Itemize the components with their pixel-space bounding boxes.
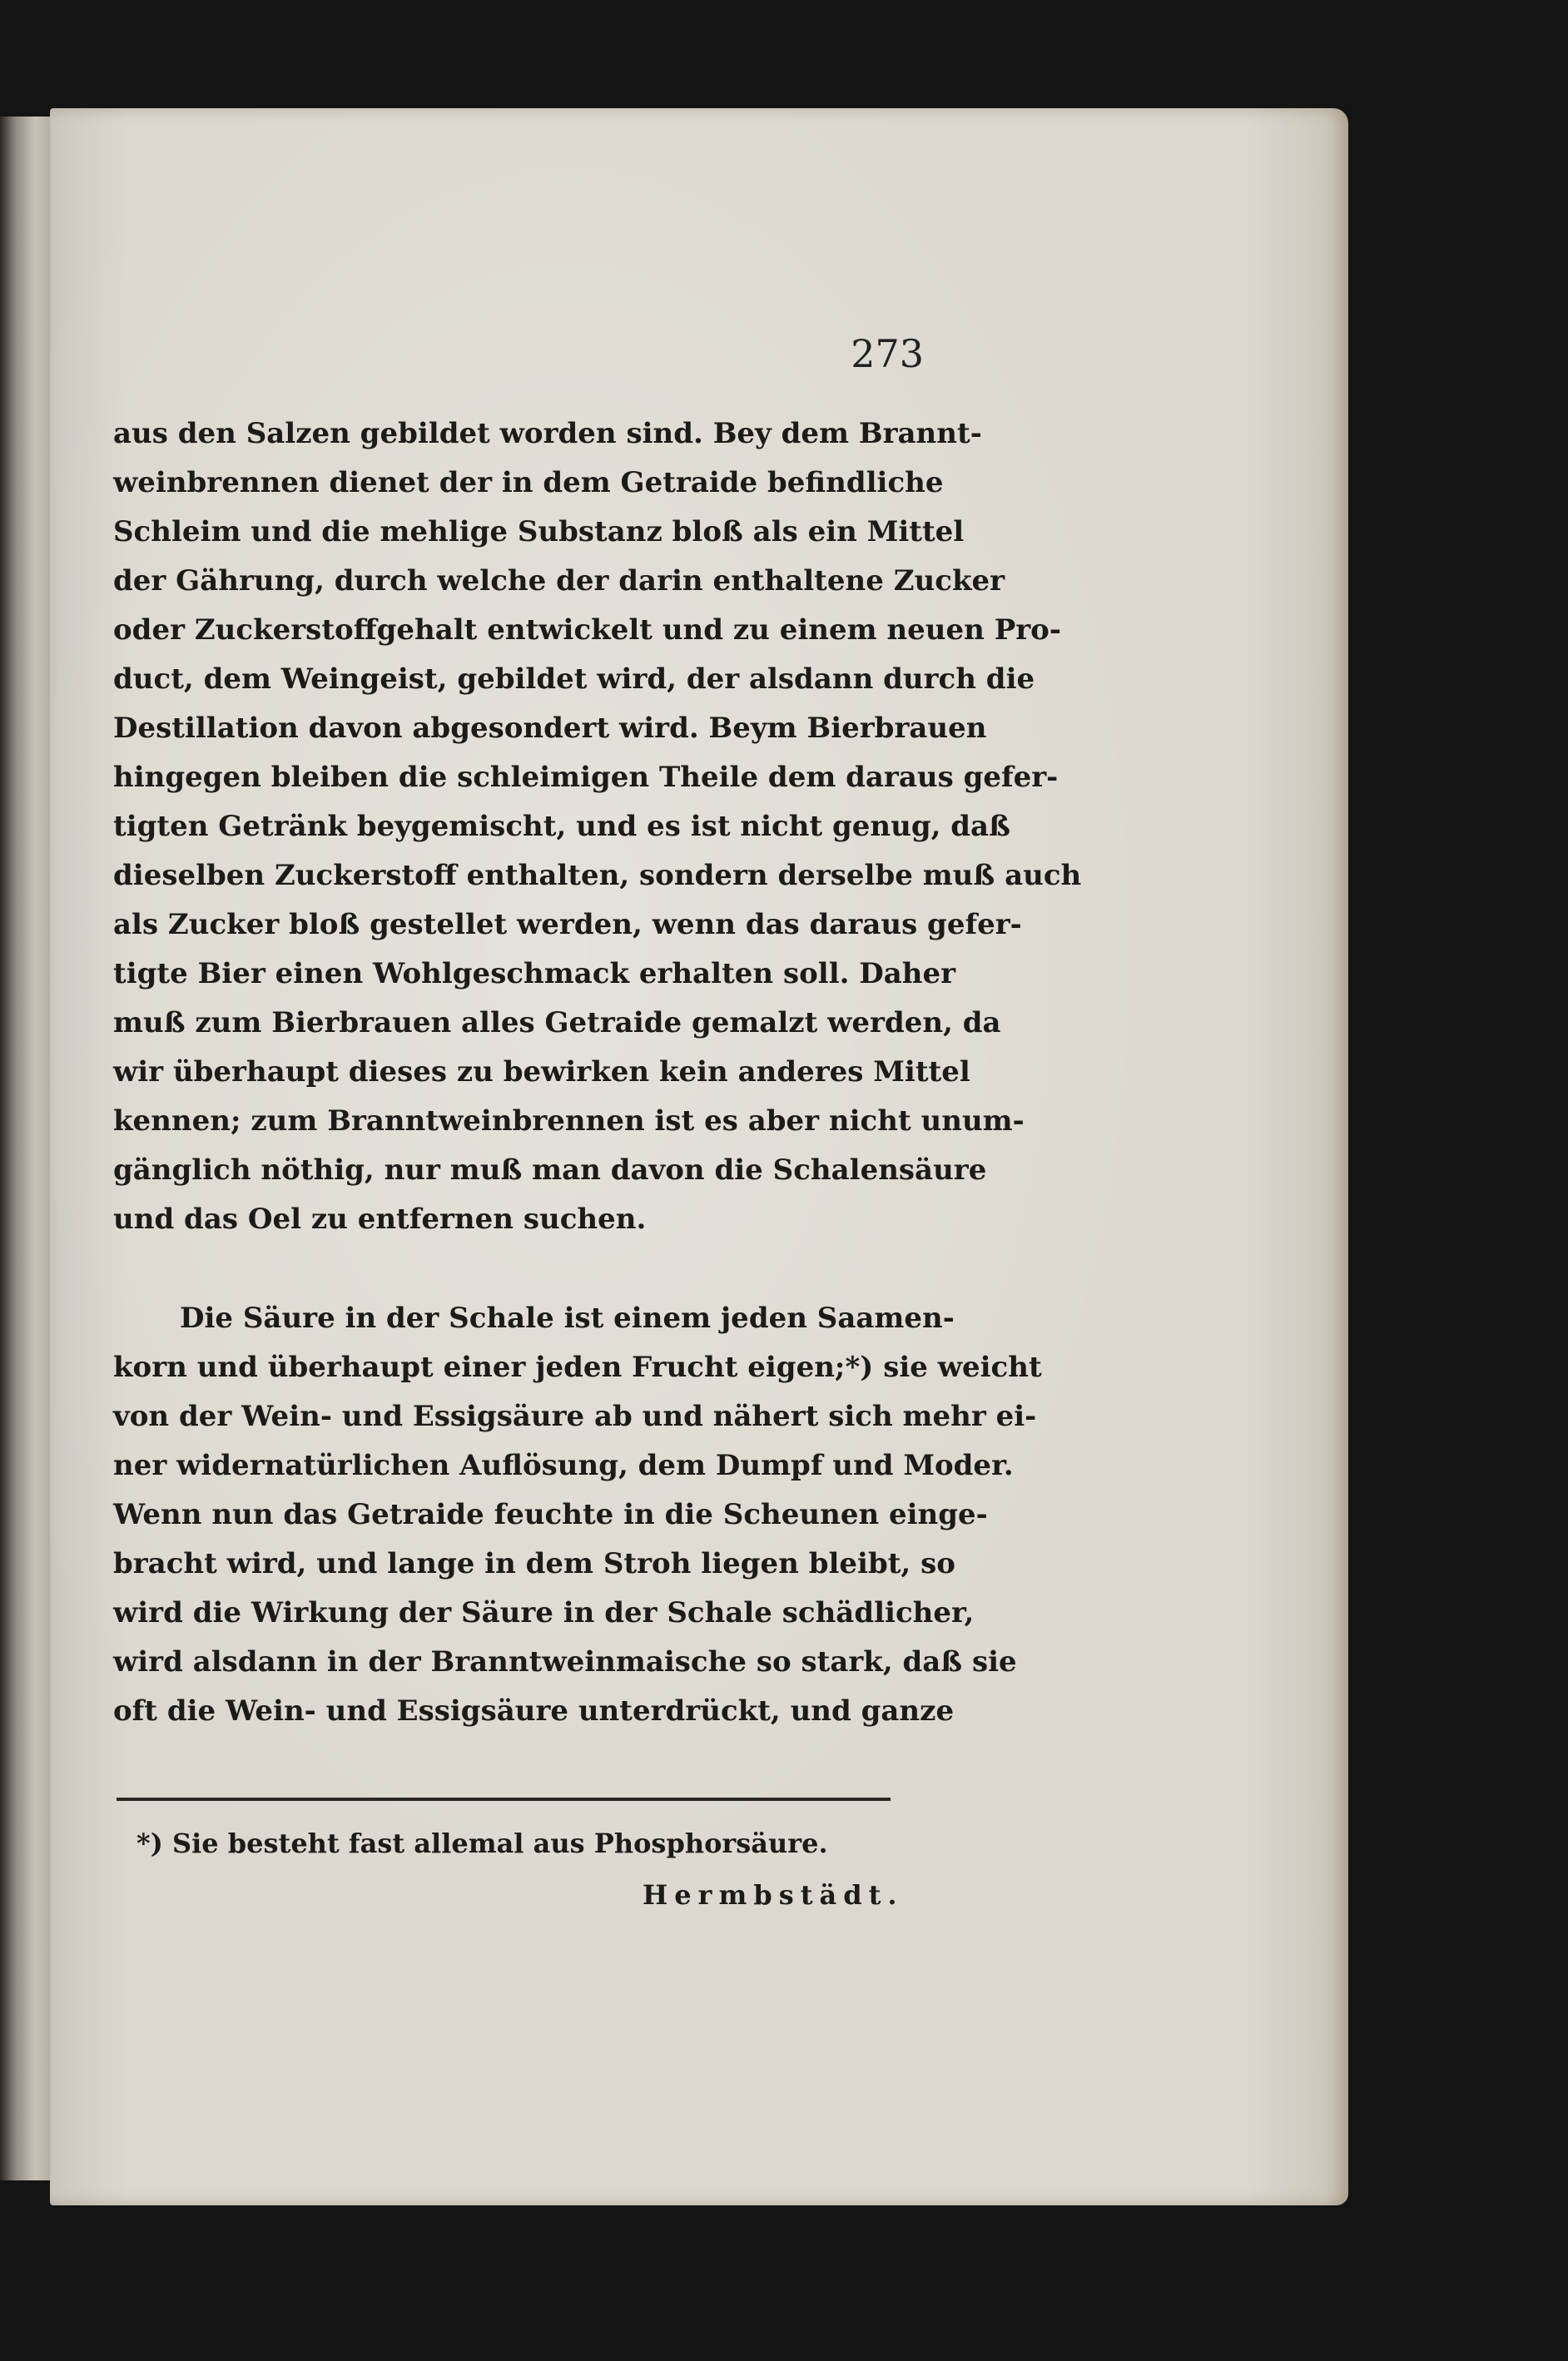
text-line: dieselben Zuckerstoff enthalten, sondern derselbe muß auch — [113, 859, 1082, 892]
footnote-rule — [117, 1798, 891, 1801]
text-line: kennen; zum Branntweinbrennen ist es aber nicht unum- — [113, 1104, 1025, 1138]
footnote: *) Sie besteht fast allemal aus Phosphorsäure. — [136, 1828, 828, 1859]
text-line: gänglich nöthig, nur muß man davon die Schalensäure — [113, 1153, 987, 1187]
text-line: als Zucker bloß gestellet werden, wenn das daraus gefer- — [113, 908, 1022, 941]
text-line: bracht wird, und lange in dem Stroh liegen bleibt, so — [113, 1547, 955, 1580]
text-line: hingegen bleiben die schleimigen Theile dem daraus gefer- — [113, 761, 1059, 794]
text-line: Die Säure in der Schale ist einem jeden Saamen- — [180, 1302, 955, 1335]
text-line: und das Oel zu entfernen suchen. — [113, 1203, 647, 1236]
text-line: oft die Wein- und Essigsäure unterdrückt, und ganze — [113, 1694, 955, 1728]
text-line: korn und überhaupt einer jeden Frucht eigen;*) sie weicht — [113, 1351, 1042, 1384]
text-line: Schleim und die mehlige Substanz bloß als ein Mittel — [113, 515, 965, 548]
body-text — [113, 409, 1082, 1736]
text-line: Destillation davon abgesondert wird. Beym Bierbrauen — [113, 712, 987, 745]
text-line: wird die Wirkung der Säure in der Schale schädlicher, — [113, 1596, 975, 1629]
text-line: wir überhaupt dieses zu bewirken kein anderes Mittel — [113, 1055, 970, 1089]
text-line: muß zum Bierbrauen alles Getraide gemalzt werden, da — [113, 1006, 1001, 1039]
text-line: weinbrennen dienet der in dem Getraide befindliche — [113, 466, 944, 499]
text-line: duct, dem Weingeist, gebildet wird, der alsdann durch die — [113, 662, 1035, 696]
text-line: der Gährung, durch welche der darin enthaltene Zucker — [113, 564, 1005, 598]
previous-page-edge — [0, 117, 50, 2180]
page-number: 273 — [851, 331, 924, 376]
text-line: ner widernatürlichen Auflösung, dem Dumpf und Moder. — [113, 1449, 1014, 1482]
text-line: von der Wein- und Essigsäure ab und nähert sich mehr ei- — [113, 1400, 1037, 1433]
text-line: tigte Bier einen Wohlgeschmack erhalten soll. Daher — [113, 957, 956, 990]
footnote-signature: Hermbstädt. — [643, 1879, 904, 1911]
text-line: tigten Getränk beygemischt, und es ist nicht genug, daß — [113, 810, 1010, 843]
text-line: oder Zuckerstoffgehalt entwickelt und zu einem neuen Pro- — [113, 613, 1061, 647]
text-line: wird alsdann in der Branntweinmaische so stark, daß sie — [113, 1645, 1017, 1679]
text-line: aus den Salzen gebildet worden sind. Bey dem Brannt- — [113, 417, 982, 450]
paragraph-gap — [113, 1244, 912, 1294]
text-line: Wenn nun das Getraide feuchte in die Scheunen einge- — [113, 1498, 988, 1531]
